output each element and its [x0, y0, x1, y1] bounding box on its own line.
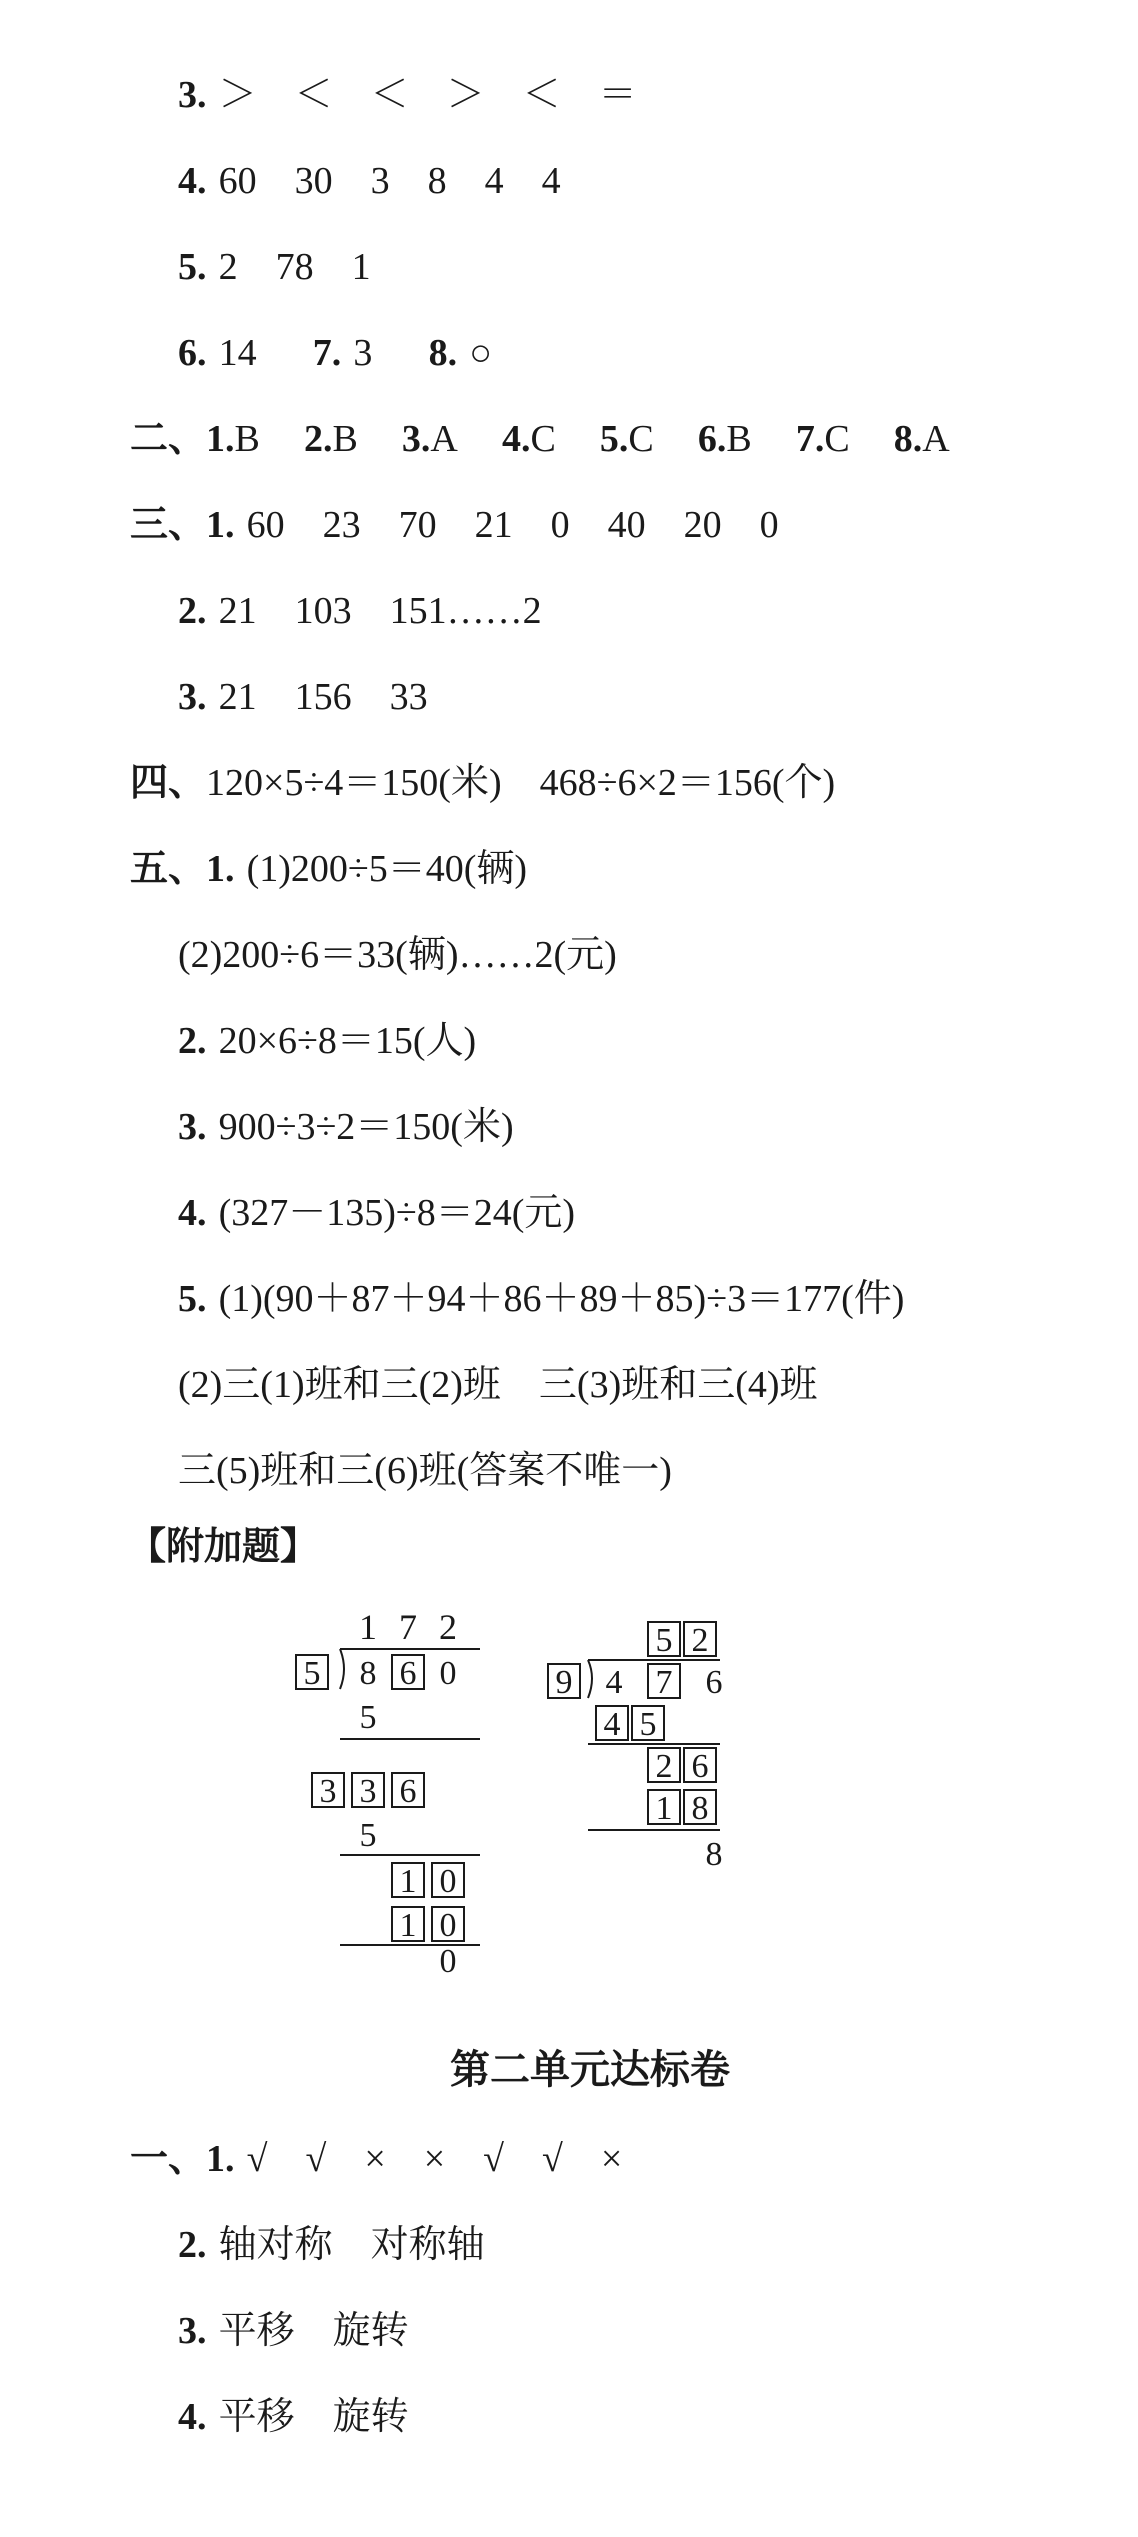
answer-text: 2 78 1	[218, 246, 371, 288]
answer-text: 三(5)班和三(6)班(答案不唯一)	[178, 1450, 672, 1492]
answer-text: 120×5÷4＝150(米) 468÷6×2＝156(个)	[206, 762, 836, 804]
answer-text: √ √ × × √ √ ×	[246, 2138, 623, 2180]
question-number: 6.	[697, 418, 727, 460]
question-number: 3.	[178, 676, 207, 718]
answer-line-5-1b	[178, 930, 617, 979]
unit2-answer-line-2	[178, 2220, 485, 2269]
question-number: 3.	[401, 418, 431, 460]
question-number: 4.	[178, 1192, 207, 1234]
divisor-digit: 5	[303, 1655, 321, 1692]
answer-text: C	[824, 418, 850, 460]
answer-text: B	[726, 418, 752, 460]
answer-text: (1)(90＋87＋94＋86＋89＋85)÷3＝177(件)	[218, 1278, 905, 1320]
answer-text: 平移 旋转	[218, 2396, 409, 2438]
question-number: 1.	[206, 2138, 235, 2180]
question-number: 4.	[501, 418, 531, 460]
step-digit: 3	[319, 1773, 337, 1810]
section-prefix: 一、	[130, 2135, 207, 2180]
answer-text: 60 23 70 21 0 40 20 0	[246, 504, 779, 546]
step-digit: 1	[655, 1790, 673, 1827]
answer-line-5-1a	[130, 844, 527, 893]
question-number: 5.	[599, 418, 629, 460]
answer-line-3-3	[178, 672, 428, 721]
question-number: 8.	[893, 418, 923, 460]
answer-text: 20×6÷8＝15(人)	[218, 1020, 477, 1062]
unit-title: 第二单元达标卷	[450, 2046, 730, 2093]
unit2-answer-line-4	[178, 2392, 409, 2441]
step-digit: 4	[603, 1706, 621, 1743]
step-digit: 1	[399, 1907, 417, 1944]
answer-line-5-4	[178, 1188, 575, 1237]
answer-text: 平移 旋转	[218, 2310, 409, 2352]
step-digit: 5	[359, 1817, 377, 1854]
answer-text: C	[530, 418, 556, 460]
question-number: 3.	[178, 1106, 207, 1148]
question-number: 4.	[178, 2396, 207, 2438]
answer-line-1-4	[178, 156, 561, 205]
quotient-digit: 2	[439, 1607, 457, 1647]
answer-line-1-5	[178, 242, 371, 291]
step-digit: 0	[439, 1943, 457, 1975]
quotient-digit: 5	[655, 1622, 673, 1659]
answer-line-5-3	[178, 1102, 514, 1151]
answer-text: ＞ ＜ ＜ ＞ ＜ ＝	[218, 74, 637, 116]
question-number: 3.	[178, 2310, 207, 2352]
step-digit: 1	[399, 1863, 417, 1900]
step-digit: 6	[399, 1773, 417, 1810]
question-number: 1.	[206, 504, 235, 546]
question-number: 2.	[178, 590, 207, 632]
dividend-digit: 7	[655, 1664, 673, 1701]
question-number: 2.	[178, 2224, 207, 2266]
answer-text: ○	[469, 332, 493, 374]
question-number: 7.	[795, 418, 825, 460]
section-prefix: 二、	[130, 415, 207, 460]
answer-line-5-5b	[178, 1360, 818, 1409]
extra-heading: 【附加题】	[128, 1523, 319, 1568]
step-digit: 5	[359, 1699, 377, 1736]
answer-line-3-1	[130, 500, 779, 549]
answer-line-5-5c	[178, 1446, 672, 1495]
long-division-476-by-9	[540, 1620, 760, 1910]
question-number: 5.	[178, 246, 207, 288]
question-number: 7.	[312, 332, 342, 374]
question-number: 5.	[178, 1278, 207, 1320]
step-digit: 2	[655, 1748, 673, 1785]
quotient-digit: 1	[359, 1607, 377, 1647]
answer-text: (1)200÷5＝40(辆)	[246, 848, 528, 890]
answer-text: (327－135)÷8＝24(元)	[218, 1192, 576, 1234]
answer-text: C	[628, 418, 654, 460]
dividend-digit: 6	[399, 1655, 417, 1692]
answer-line-1-6	[178, 328, 492, 377]
dividend-digit: 6	[705, 1664, 723, 1701]
question-number: 1.	[206, 418, 235, 460]
answer-text: 轴对称 对称轴	[218, 2224, 485, 2266]
dividend-digit: 0	[439, 1655, 457, 1692]
dividend-digit: 8	[359, 1655, 377, 1692]
question-number: 1.	[206, 848, 235, 890]
answer-text: 21 156 33	[218, 676, 428, 718]
answer-text: 60 30 3 8 4 4	[218, 160, 561, 202]
section-prefix: 三、	[130, 501, 207, 546]
answer-line-4	[130, 758, 835, 807]
step-digit: 0	[439, 1863, 457, 1900]
step-digit: 6	[691, 1748, 709, 1785]
question-number: 6.	[178, 332, 207, 374]
answer-text: (2)200÷6＝33(辆)……2(元)	[178, 934, 617, 976]
answer-text: 900÷3÷2＝150(米)	[218, 1106, 514, 1148]
unit2-answer-line-1	[130, 2134, 622, 2183]
quotient-digit: 7	[399, 1607, 417, 1647]
answer-text: 3	[353, 332, 373, 374]
answer-text: 21 103 151……2	[218, 590, 542, 632]
question-number: 3.	[178, 74, 207, 116]
long-division-860-by-5	[280, 1605, 510, 1975]
unit2-answer-line-3	[178, 2306, 409, 2355]
question-number: 4.	[178, 160, 207, 202]
quotient-digit: 2	[691, 1622, 709, 1659]
question-number: 2.	[178, 1020, 207, 1062]
dividend-digit: 4	[605, 1664, 623, 1701]
answer-text: B	[234, 418, 260, 460]
answer-line-1-3	[178, 70, 637, 119]
step-digit: 8	[705, 1836, 723, 1873]
answer-text: B	[332, 418, 358, 460]
divisor-digit: 9	[555, 1664, 573, 1701]
section-prefix: 四、	[130, 759, 207, 804]
step-digit: 0	[439, 1907, 457, 1944]
answer-text: (2)三(1)班和三(2)班 三(3)班和三(4)班	[178, 1364, 818, 1406]
answer-line-5-5a	[178, 1274, 904, 1323]
step-digit: 5	[639, 1706, 657, 1743]
step-digit: 8	[691, 1790, 709, 1827]
answer-text: A	[922, 418, 950, 460]
answer-text: 14	[218, 332, 257, 374]
answer-line-2	[130, 414, 950, 463]
answer-line-5-2	[178, 1016, 476, 1065]
question-number: 8.	[428, 332, 458, 374]
answer-line-3-2	[178, 586, 542, 635]
answer-text: A	[430, 418, 458, 460]
question-number: 2.	[303, 418, 333, 460]
step-digit: 3	[359, 1773, 377, 1810]
section-prefix: 五、	[130, 845, 207, 890]
